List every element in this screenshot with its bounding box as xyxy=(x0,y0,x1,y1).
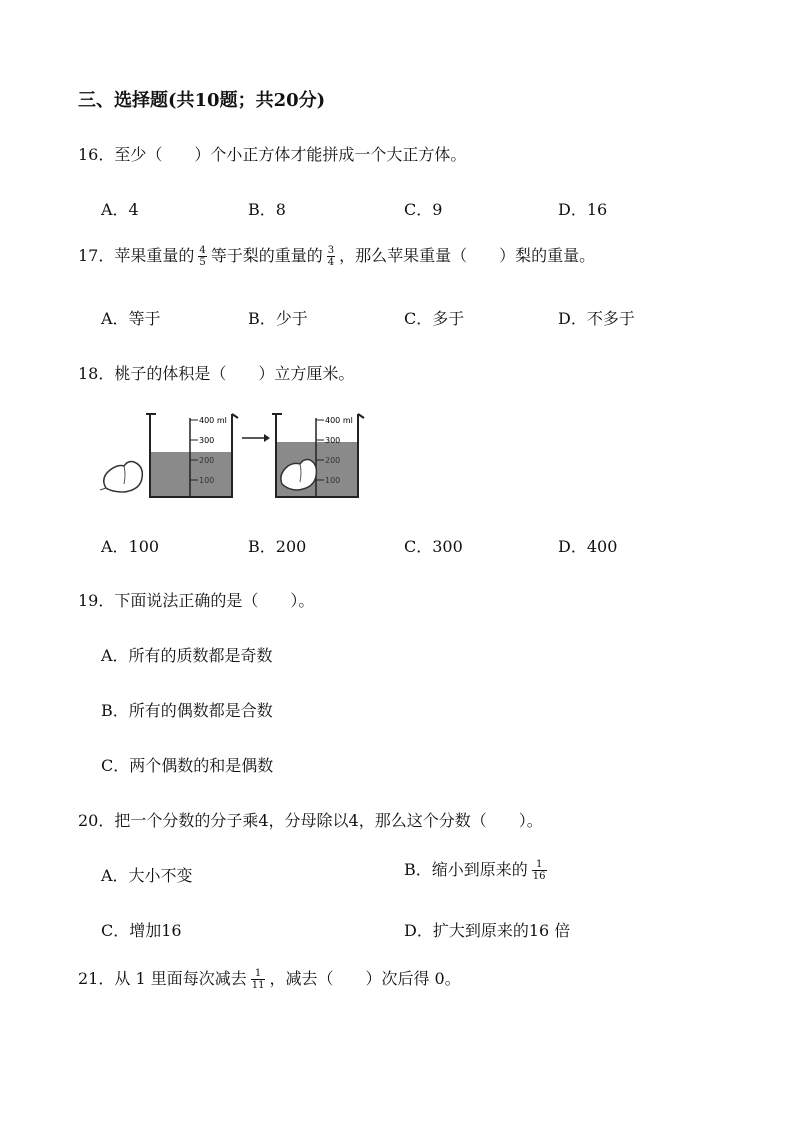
question-18: 18．桃子的体积是（ ）立方厘米。 xyxy=(78,364,355,383)
q21-prefix: 21．从 1 里面每次减去 xyxy=(78,969,247,988)
question-19: 19．下面说法正确的是（ ）。 xyxy=(78,591,315,610)
q17-option-a[interactable]: A．等于 xyxy=(101,309,161,328)
q20-option-b[interactable] xyxy=(404,857,551,882)
q17-frac2-denominator: 4 xyxy=(327,257,335,268)
q17-frac1-denominator: 5 xyxy=(199,257,206,268)
beaker2-mark-100: 100 xyxy=(325,476,341,485)
q18-option-c[interactable]: C．300 xyxy=(404,537,463,556)
q20-b-denominator: 16 xyxy=(532,871,546,882)
q17-option-b[interactable]: B．少于 xyxy=(248,309,308,328)
q16-option-d[interactable]: D．16 xyxy=(558,200,608,219)
q20-option-c[interactable]: C．增加16 xyxy=(101,921,182,940)
q20-option-b-fraction xyxy=(532,859,547,882)
q18-option-b[interactable]: B．200 xyxy=(248,537,307,556)
q21-suffix: ，减去（ ）次后得 0。 xyxy=(269,969,461,988)
peach-icon xyxy=(100,462,142,493)
beaker-1 xyxy=(146,414,238,497)
q17-middle: 等于梨的重量的 xyxy=(210,246,323,265)
beaker1-mark-200: 200 xyxy=(199,456,215,465)
q21-denominator: 11 xyxy=(251,980,265,991)
arrow-right-icon xyxy=(242,434,270,442)
q17-prefix: 17．苹果重量的 xyxy=(78,246,195,265)
q17-option-c[interactable]: C．多于 xyxy=(404,309,465,328)
beaker-2 xyxy=(272,414,364,497)
beaker-figure xyxy=(98,408,378,508)
beaker2-mark-300: 300 xyxy=(325,436,341,445)
beaker1-mark-100: 100 xyxy=(199,476,215,485)
q19-option-a[interactable]: A．所有的质数都是奇数 xyxy=(101,646,273,665)
q19-option-b[interactable]: B．所有的偶数都是合数 xyxy=(101,701,273,720)
question-17 xyxy=(78,243,595,268)
q20-option-b-text: B．缩小到原来的 xyxy=(404,860,528,879)
q17-option-d[interactable]: D．不多于 xyxy=(558,309,635,328)
q17-frac1-numerator: 4 xyxy=(199,245,206,256)
q18-option-d[interactable]: D．400 xyxy=(558,537,618,556)
q16-option-b[interactable]: B．8 xyxy=(248,200,286,219)
question-16: 16．至少（ ）个小正方体才能拼成一个大正方体。 xyxy=(78,145,467,164)
q17-fraction-1 xyxy=(198,245,206,268)
beaker1-mark-400: 400 ml xyxy=(199,416,227,425)
beaker2-mark-200: 200 xyxy=(325,456,341,465)
beaker2-mark-400: 400 ml xyxy=(325,416,353,425)
q17-frac2-numerator: 3 xyxy=(327,245,335,256)
beaker1-mark-300: 300 xyxy=(199,436,215,445)
q20-option-a[interactable]: A．大小不变 xyxy=(101,866,193,885)
q18-option-a[interactable]: A．100 xyxy=(101,537,160,556)
q21-fraction xyxy=(251,968,266,991)
q17-suffix: ，那么苹果重量（ ）梨的重量。 xyxy=(339,246,596,265)
section-title: 三、选择题(共10题；共20分) xyxy=(78,90,326,111)
q19-option-c[interactable]: C．两个偶数的和是偶数 xyxy=(101,756,274,775)
q17-fraction-2 xyxy=(327,245,335,268)
q16-option-a[interactable]: A．4 xyxy=(101,200,139,219)
question-20: 20．把一个分数的分子乘4，分母除以4，那么这个分数（ ）。 xyxy=(78,811,543,830)
question-21 xyxy=(78,966,461,991)
q16-option-c[interactable]: C．9 xyxy=(404,200,443,219)
q21-numerator: 1 xyxy=(251,968,266,980)
q20-b-numerator: 1 xyxy=(532,859,547,871)
q20-option-d[interactable]: D．扩大到原来的16 倍 xyxy=(404,921,571,940)
